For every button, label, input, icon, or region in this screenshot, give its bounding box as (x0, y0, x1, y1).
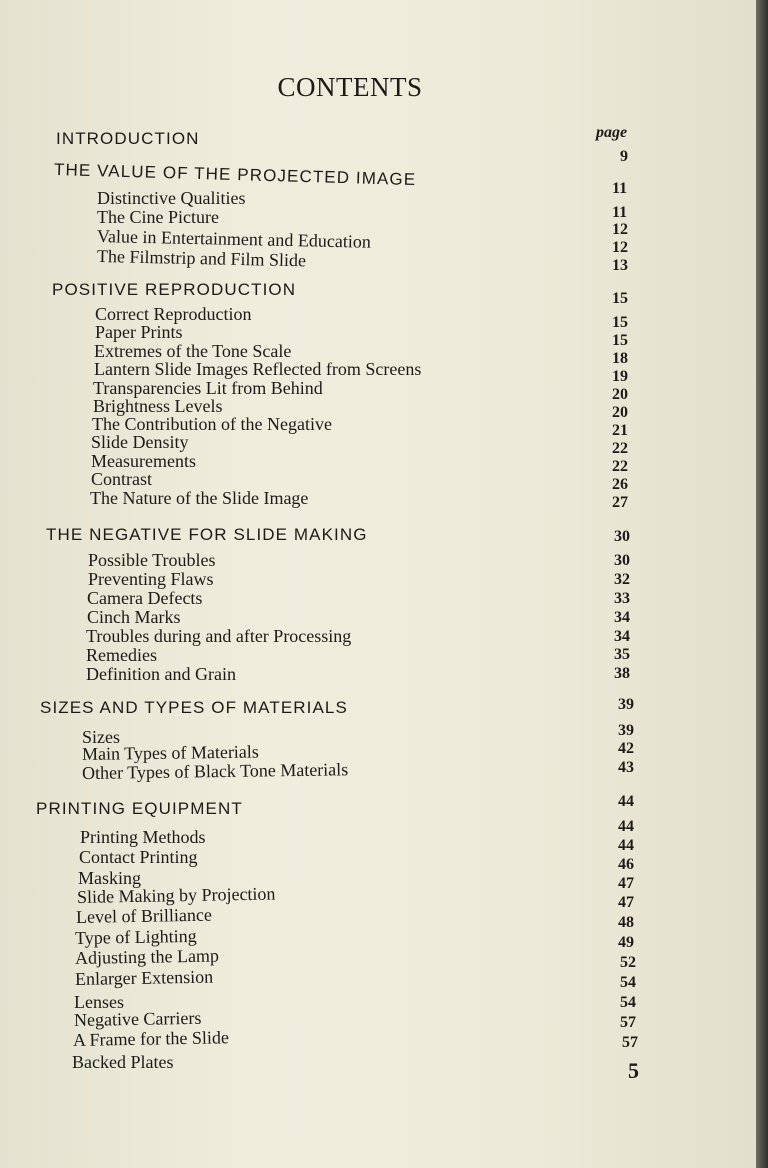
entry-title: Slide Making by Projection (76, 883, 276, 907)
page-number: 12 (612, 221, 628, 238)
entry-title: Contrast (91, 469, 152, 489)
entry-title: Lenses (74, 992, 124, 1012)
entry-title: Enlarger Extension (74, 966, 214, 989)
page-number: 15 (612, 290, 628, 307)
entry-title: The Filmstrip and Film Slide (96, 246, 307, 271)
page-number: 30 (614, 528, 630, 545)
page-number: 15 (612, 332, 628, 349)
page-number: 34 (614, 628, 630, 645)
page-number: 18 (612, 350, 628, 367)
page-number: 33 (614, 590, 630, 607)
section-heading-sizes-types-materials: SIZES AND TYPES OF MATERIALS (40, 698, 348, 717)
page-number: 42 (618, 740, 634, 757)
entry-title: Definition and Grain (86, 664, 236, 684)
entry-title: Contact Printing (79, 847, 198, 867)
page-number: 44 (618, 837, 634, 854)
page-number: 34 (614, 609, 630, 626)
page-number: 39 (618, 696, 634, 713)
entry-title: Preventing Flaws (88, 569, 214, 589)
section-heading-negative-slide-making: THE NEGATIVE FOR SLIDE MAKING (46, 525, 368, 544)
entry-title: Adjusting the Lamp (74, 945, 220, 968)
page-number: 21 (612, 422, 628, 439)
entry-title: Backed Plates (72, 1052, 174, 1072)
page-number: 22 (612, 440, 628, 457)
entry-title: Possible Troubles (88, 550, 216, 570)
page-number: 11 (612, 204, 628, 221)
page-number: 39 (618, 722, 634, 739)
section-heading-value-projected-image: THE VALUE OF THE PROJECTED IMAGE (53, 160, 417, 190)
entry-title: Transparencies Lit from Behind (93, 378, 323, 398)
page-number: 57 (620, 1014, 636, 1031)
entry-title: Correct Reproduction (95, 304, 252, 324)
entry-title: A Frame for the Slide (72, 1027, 230, 1050)
contents-title: CONTENTS (277, 72, 423, 102)
entry-title: Value in Entertainment and Education (96, 226, 372, 252)
page-number: 15 (612, 314, 628, 331)
page-number: 32 (614, 571, 630, 588)
entry-title: Masking (78, 868, 141, 888)
page-number: 48 (618, 914, 634, 931)
entry-title: Sizes (82, 727, 120, 747)
entry-title: The Contribution of the Negative (92, 414, 332, 434)
entry-title: Extremes of the Tone Scale (94, 341, 292, 361)
page-number: 47 (618, 894, 634, 911)
page-number: 54 (620, 974, 636, 991)
section-heading-printing-equipment: PRINTING EQUIPMENT (36, 799, 243, 818)
entry-title: Camera Defects (87, 588, 203, 608)
page-number: 44 (618, 793, 634, 810)
page-number: 38 (614, 665, 630, 682)
entry-title: Level of Brilliance (75, 904, 213, 927)
page-number: 27 (612, 494, 628, 511)
entry-title: Measurements (91, 451, 196, 471)
entry-title: Cinch Marks (87, 607, 181, 627)
page-number: 12 (612, 239, 628, 256)
entry-title: Negative Carriers (73, 1007, 202, 1030)
entry-title: The Cine Picture (97, 207, 219, 227)
page-number: 47 (618, 875, 634, 892)
page-folio: 5 (628, 1058, 639, 1083)
page-number: 20 (612, 386, 628, 403)
page-number: 13 (612, 257, 628, 274)
page-number: 43 (618, 759, 634, 776)
entry-title: Remedies (86, 645, 157, 665)
entry-title: Troubles during and after Processing (86, 626, 352, 646)
page-number: 52 (620, 954, 636, 971)
page-number: 46 (618, 856, 634, 873)
page-number: 11 (612, 180, 628, 197)
page-column-label: page (596, 124, 628, 141)
page-number: 19 (612, 368, 628, 385)
entry-title: Brightness Levels (93, 396, 223, 416)
book-spine-edge (756, 0, 768, 1168)
entry-title: Paper Prints (95, 322, 183, 342)
page-number: 20 (612, 404, 628, 421)
entry-title: Distinctive Qualities (97, 188, 246, 208)
section-heading-introduction: INTRODUCTION (56, 129, 200, 148)
page-number: 54 (620, 994, 636, 1011)
entry-title: Lantern Slide Images Reflected from Screens (94, 359, 422, 379)
section-heading-positive-reproduction: POSITIVE REPRODUCTION (52, 280, 297, 299)
page-number: 57 (622, 1034, 638, 1051)
page-number: 9 (620, 148, 628, 165)
entry-title: The Nature of the Slide Image (90, 488, 309, 508)
entry-title: Printing Methods (80, 827, 206, 847)
page-number: 49 (618, 934, 634, 951)
entry-title: Type of Lighting (74, 925, 197, 948)
page-number: 22 (612, 458, 628, 475)
entry-title: Slide Density (91, 432, 189, 452)
page-number: 35 (614, 646, 630, 663)
page-number: 26 (612, 476, 628, 493)
page-number: 44 (618, 818, 634, 835)
page-number: 30 (614, 552, 630, 569)
entry-title: Main Types of Materials (81, 741, 259, 764)
entry-title: Other Types of Black Tone Materials (81, 759, 349, 783)
